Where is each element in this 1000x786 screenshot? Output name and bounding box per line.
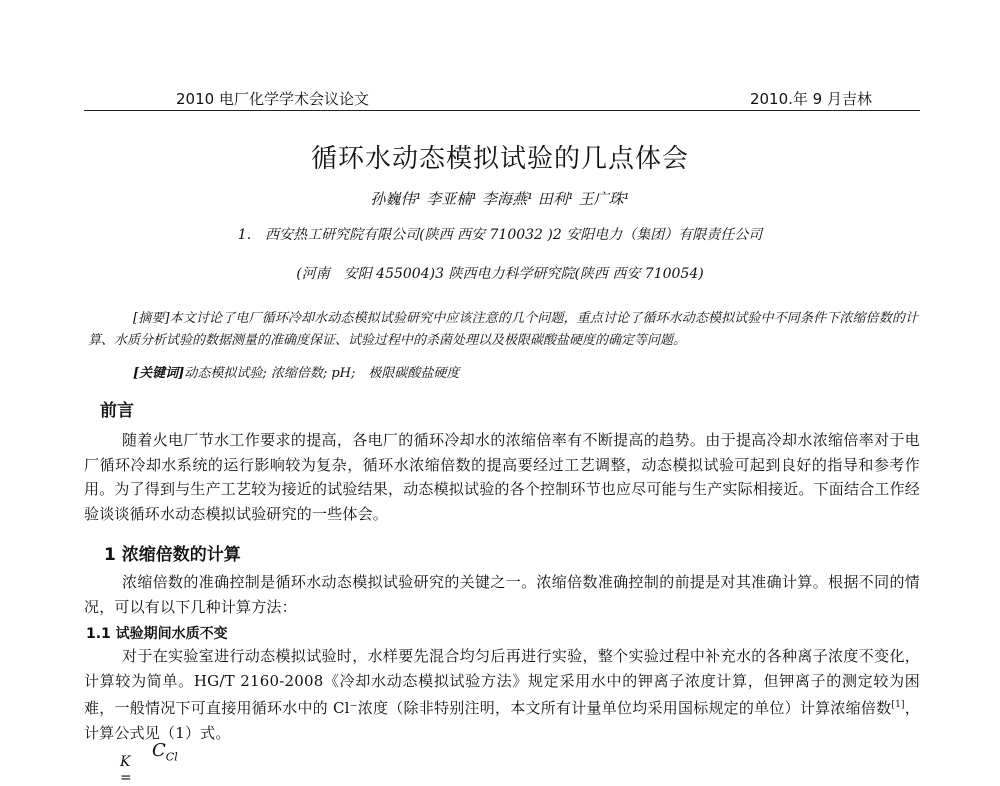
author-list: 孙巍伟¹ 李亚楠¹ 李海燕¹ 田利¹ 王广珠¹ bbox=[370, 190, 630, 208]
formula-k: K = bbox=[120, 754, 132, 786]
affiliation-line-2: (河南 安阳 455004)3 陕西电力科学研究院(陕西 西安 710054) bbox=[296, 266, 704, 282]
citation-ref: [1] bbox=[891, 700, 905, 710]
keywords bbox=[133, 362, 459, 381]
header-conference: 2010 电厂化学学术会议论文 bbox=[176, 90, 369, 108]
section-heading-preface: 前言 bbox=[100, 401, 134, 421]
section-heading-1: 1 浓缩倍数的计算 bbox=[104, 545, 241, 565]
formula-c: C bbox=[152, 740, 166, 761]
section-1-1-paragraph bbox=[84, 644, 920, 745]
keywords-label: [关键词] bbox=[133, 366, 185, 381]
section-1-1-text: 对于在实验室进行动态模拟试验时，水样要先混合均匀后再进行实验，整个实验过程中补充水的各种离子浓度不变化，计算较为简单。HG/T 2160-2008《冷却水动态模拟试验方法》规定采用水中的钾离子浓度计算，但钾离子的测定较为困难，一般情况下可直接用循环水中的 Cl⁻浓度（除非特别注明，本文所有计量单位均采用国标规定的单位）计算浓缩倍数 bbox=[84, 647, 920, 717]
running-header bbox=[84, 84, 920, 111]
section-1-1-tail: ，计算公式见（1）式。 bbox=[84, 699, 920, 742]
preface-paragraph: 随着火电厂节水工作要求的提高，各电厂的循环冷却水的浓缩倍率有不断提高的趋势。由于提高冷却水浓缩倍率对于电厂循环冷却水系统的运行影响较为复杂，循环水浓缩倍数的提高要经过工艺调整，动态模拟试验可起到良好的指导和参考作用。为了得到与生产工艺较为接近的试验结果，动态模拟试验的各个控制环节也应尽可能与生产实际相接近。下面结合工作经验谈谈循环水动态模拟试验研究的一些体会。 bbox=[84, 431, 921, 523]
affiliation-line-1: 1. 西安热工研究院有限公司(陕西 西安 710032 )2 安阳电力（集团）有限责任公司 bbox=[237, 227, 763, 243]
keywords-text: 动态模拟试验; 浓缩倍数; pH; 极限碳酸盐硬度 bbox=[184, 366, 460, 381]
formula-numerator bbox=[152, 740, 178, 764]
header-date-place: 2010.年 9 月吉林 bbox=[749, 90, 872, 108]
section-1-paragraph: 浓缩倍数的准确控制是循环水动态模拟试验研究的关键之一。浓缩倍数准确控制的前提是对其准确计算。根据不同的情况，可以有以下几种计算方法： bbox=[84, 573, 920, 616]
abstract: [摘要]本文讨论了电厂循环冷却水动态模拟试验研究中应该注意的几个问题，重点讨论了循环水动态模拟试验中不同条件下浓缩倍数的计算、水质分析试验的数据测量的准确度保证、试验过程中的杀菌处理以及极限碳酸盐硬度的确定等问题。 bbox=[88, 311, 918, 348]
formula-subscript: Cl bbox=[165, 750, 178, 764]
section-heading-1-1: 1.1 试验期间水质不变 bbox=[86, 626, 228, 642]
paper-title: 循环水动态模拟试验的几点体会 bbox=[310, 144, 689, 174]
